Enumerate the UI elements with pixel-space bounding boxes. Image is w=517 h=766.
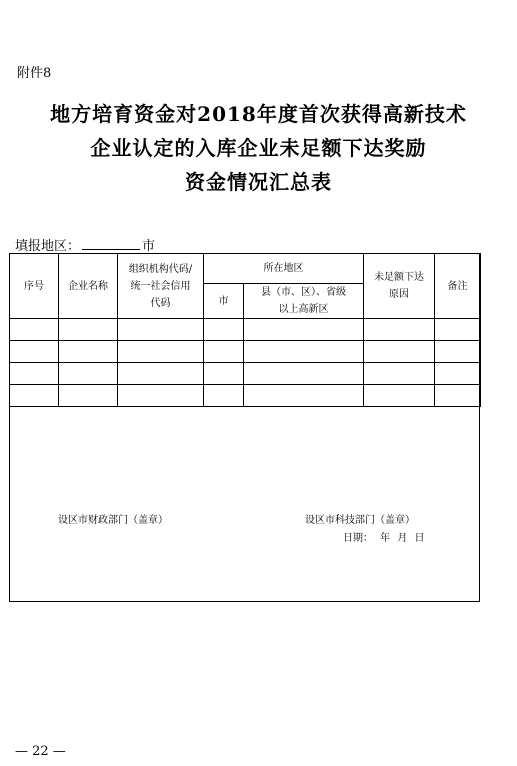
table-cell[interactable]: [204, 319, 244, 341]
table-cell[interactable]: [10, 385, 59, 407]
header-note: 备注: [435, 254, 481, 319]
table-cell[interactable]: [435, 319, 481, 341]
table-cell[interactable]: [244, 319, 364, 341]
fill-region-label: 填报地区：: [15, 239, 81, 254]
header-org-code-line-3: 代码: [150, 297, 171, 309]
table-cell[interactable]: [118, 363, 204, 385]
table-row: [10, 341, 481, 363]
table-cell[interactable]: [364, 363, 435, 385]
table-cell[interactable]: [435, 363, 481, 385]
table-cell[interactable]: [435, 341, 481, 363]
header-reason-line-1: 未足额下达: [374, 272, 424, 283]
page-number: — 22 —: [15, 744, 66, 759]
table-cell[interactable]: [244, 385, 364, 407]
table-cell[interactable]: [10, 341, 59, 363]
table-row: [10, 363, 481, 385]
table-cell[interactable]: [204, 363, 244, 385]
table-row: [10, 385, 481, 407]
table-cell[interactable]: [59, 319, 118, 341]
table-cell[interactable]: [118, 319, 204, 341]
table-cell[interactable]: [59, 363, 118, 385]
header-county-line-1: 县（市、区）、省级: [261, 287, 346, 298]
header-seq: 序号: [10, 254, 59, 319]
table-row: [10, 319, 481, 341]
summary-table: [9, 253, 481, 407]
header-region: 所在地区: [204, 254, 364, 284]
header-org-code-line-2: 统一社会信用: [130, 280, 191, 292]
header-county-line-2: 以上高新区: [278, 304, 329, 315]
header-reason: [364, 254, 435, 319]
table-cell[interactable]: [364, 319, 435, 341]
finance-dept-seal: 设区市财政部门（盖章）: [58, 515, 168, 526]
header-company-name: 企业名称: [59, 254, 118, 319]
table-cell[interactable]: [244, 363, 364, 385]
table-cell[interactable]: [10, 363, 59, 385]
fill-region-blank: [82, 237, 140, 250]
table-cell[interactable]: [364, 341, 435, 363]
title-line-1: 地方培育资金对2018年度首次获得高新技术: [50, 102, 467, 126]
title-line-3: 资金情况汇总表: [185, 170, 332, 194]
date-line: 日期： 年 月 日: [343, 533, 425, 544]
annex-label: 附件8: [17, 66, 52, 81]
table-cell[interactable]: [204, 385, 244, 407]
fill-region-line: [15, 235, 155, 254]
table-cell[interactable]: [10, 319, 59, 341]
table-cell[interactable]: [118, 385, 204, 407]
tech-dept-seal: 设区市科技部门（盖章）: [305, 515, 415, 526]
title-line-2: 企业认定的入库企业未足额下达奖励: [90, 136, 427, 160]
header-org-code: [118, 254, 204, 319]
table-cell[interactable]: [244, 341, 364, 363]
table-cell[interactable]: [59, 341, 118, 363]
header-city: 市: [204, 284, 244, 319]
header-county: [244, 284, 364, 319]
table-cell[interactable]: [435, 385, 481, 407]
header-row-1: [10, 254, 481, 284]
table-cell[interactable]: [118, 341, 204, 363]
table-cell[interactable]: [204, 341, 244, 363]
header-org-code-line-1: 组织机构代码/: [128, 263, 193, 275]
table-cell[interactable]: [59, 385, 118, 407]
table-cell[interactable]: [364, 385, 435, 407]
fill-region-suffix: 市: [142, 239, 156, 254]
header-reason-line-2: 原因: [389, 289, 409, 300]
